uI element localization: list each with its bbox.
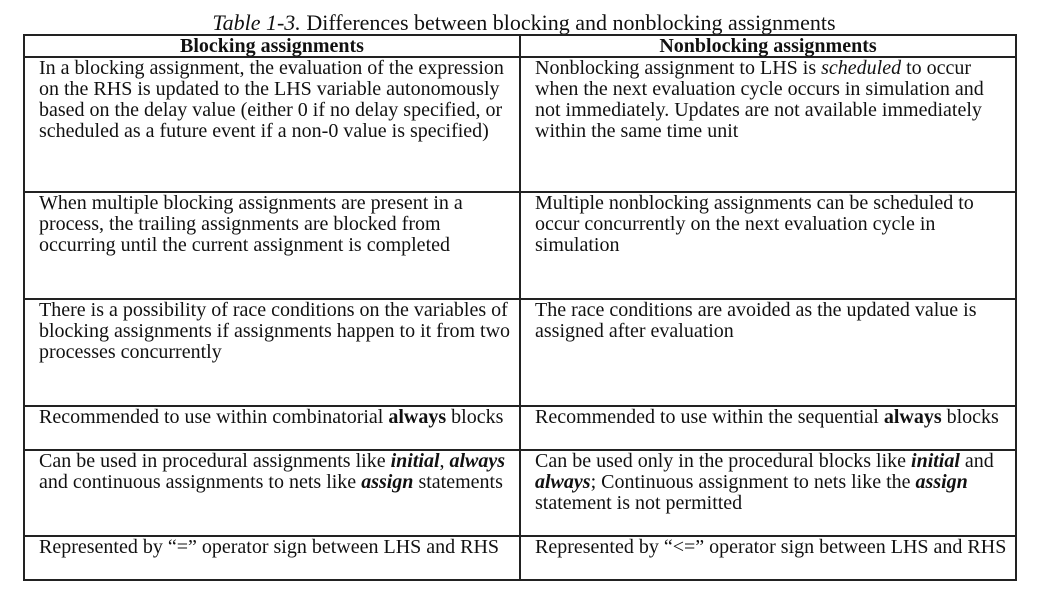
table-row	[24, 536, 1016, 580]
table-row	[24, 192, 1016, 299]
punctuation: ,	[439, 450, 445, 472]
keyword-initial: initial	[911, 450, 960, 472]
cell-text: statements	[418, 471, 503, 493]
cell-blocking-race: There is a possibility of race conditions on the variables of blocking assignments if assignments happen to it from two processes concurrently	[24, 299, 520, 406]
table-row	[24, 57, 1016, 192]
cell-nonblocking-definition	[520, 57, 1016, 192]
cell-nonblocking-recommended	[520, 406, 1016, 450]
cell-blocking-usage	[24, 450, 520, 536]
cell-text: blocks	[946, 406, 999, 428]
header-nonblocking: Nonblocking assignments	[520, 35, 1016, 57]
table-title: Differences between blocking and nonblocking assignments	[306, 10, 836, 35]
table-caption	[0, 10, 1048, 36]
cell-nonblocking-multiple: Multiple nonblocking assignments can be scheduled to occur concurrently on the next evaluation cycle in simulation	[520, 192, 1016, 299]
cell-text: Recommended to use within combinatorial	[39, 406, 384, 428]
emphasis-text: scheduled	[821, 57, 902, 79]
table-row	[24, 450, 1016, 536]
cell-text: Can be used only in the procedural blocks like	[535, 450, 907, 472]
keyword-always: always	[535, 471, 591, 493]
cell-blocking-recommended	[24, 406, 520, 450]
keyword-always: always	[388, 406, 447, 428]
keyword-initial: initial	[390, 450, 440, 472]
cell-blocking-definition: In a blocking assignment, the evaluation of the expression on the RHS is updated to the LHS variable autonomously based on the delay value (either 0 if no delay specified, or scheduled as a future event if a non-0 value is specified)	[24, 57, 520, 192]
cell-text: blocks	[451, 406, 504, 428]
cell-nonblocking-operator: Represented by “<=” operator sign between LHS and RHS	[520, 536, 1016, 580]
cell-text: and continuous assignments to nets like	[39, 471, 357, 493]
table-row	[24, 406, 1016, 450]
keyword-assign: assign	[915, 471, 968, 493]
keyword-always: always	[883, 406, 942, 428]
header-blocking: Blocking assignments	[24, 35, 520, 57]
cell-text: statement is not permitted	[535, 492, 743, 514]
table-number: Table 1-3.	[212, 10, 301, 35]
keyword-always: always	[449, 450, 506, 472]
cell-text: Nonblocking assignment to LHS is	[535, 57, 817, 79]
table-row	[24, 299, 1016, 406]
cell-nonblocking-race: The race conditions are avoided as the updated value is assigned after evaluation	[520, 299, 1016, 406]
cell-text: and	[964, 450, 994, 472]
table-header-row	[24, 35, 1016, 57]
comparison-table	[23, 34, 1017, 581]
cell-text: to occur when the next evaluation cycle occurs in simulation and not immediately. Updates are not available immediately within the same time unit	[535, 57, 984, 142]
cell-text: Can be used in procedural assignments like	[39, 450, 386, 472]
cell-text: Recommended to use within the sequential	[535, 406, 879, 428]
cell-nonblocking-usage	[520, 450, 1016, 536]
keyword-assign: assign	[361, 471, 414, 493]
cell-text: ; Continuous assignment to nets like the	[590, 471, 911, 493]
cell-blocking-operator: Represented by “=” operator sign between LHS and RHS	[24, 536, 520, 580]
cell-blocking-multiple: When multiple blocking assignments are present in a process, the trailing assignments are blocked from occurring until the current assignment is completed	[24, 192, 520, 299]
